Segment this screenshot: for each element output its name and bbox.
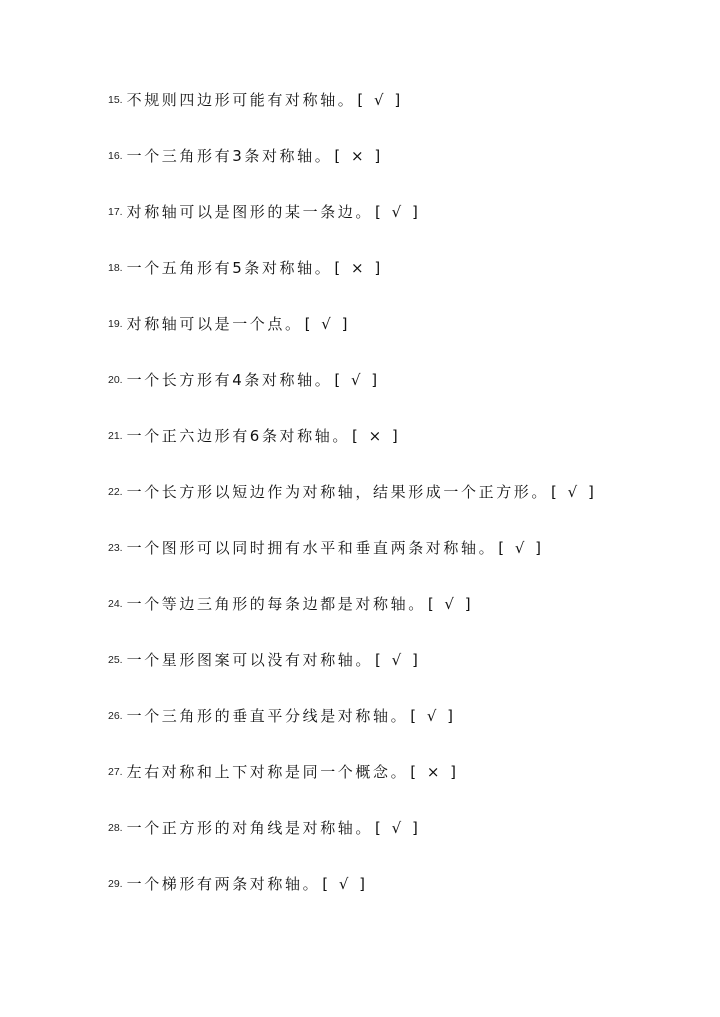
answer-mark: [ √ ] <box>498 539 545 557</box>
list-item <box>108 142 597 170</box>
question-number: 29. <box>108 878 123 890</box>
list-item <box>108 758 597 786</box>
answer-mark: [ √ ] <box>375 819 421 837</box>
list-item <box>108 590 597 618</box>
question-number: 19. <box>108 318 123 330</box>
question-text: 一个星形图案可以没有对称轴。 <box>126 651 374 669</box>
list-item <box>108 478 597 506</box>
answer-mark: [ √ ] <box>410 707 457 725</box>
answer-mark: [ × ] <box>351 427 401 445</box>
question-text: 一个正方形的对角线是对称轴。 <box>126 819 374 837</box>
question-number: 22. <box>108 486 123 498</box>
question-number: 23. <box>108 542 123 554</box>
question-number: 28. <box>108 822 123 834</box>
list-item <box>108 254 597 282</box>
answer-mark: [ √ ] <box>427 595 474 613</box>
list-item <box>108 870 597 898</box>
answer-mark: [ × ] <box>410 763 460 781</box>
question-text: 一个等边三角形的每条边都是对称轴。 <box>126 595 426 613</box>
answer-mark: [ √ ] <box>357 91 404 109</box>
question-number: 20. <box>108 374 123 386</box>
list-item <box>108 702 597 730</box>
question-text: 一个正六边形有6条对称轴。 <box>126 427 350 445</box>
question-number: 21. <box>108 430 123 442</box>
question-text: 一个长方形有4条对称轴。 <box>126 371 333 389</box>
answer-mark: [ √ ] <box>551 483 597 501</box>
list-item <box>108 310 597 338</box>
question-text: 一个图形可以同时拥有水平和垂直两条对称轴。 <box>126 539 497 557</box>
list-item <box>108 366 597 394</box>
list-item <box>108 646 597 674</box>
list-item <box>108 422 597 450</box>
question-number: 25. <box>108 654 123 666</box>
list-item <box>108 534 597 562</box>
question-number: 24. <box>108 598 123 610</box>
question-text: 对称轴可以是图形的某一条边。 <box>126 203 374 221</box>
question-number: 17. <box>108 206 123 218</box>
answer-mark: [ × ] <box>334 259 384 277</box>
question-number: 26. <box>108 710 123 722</box>
answer-mark: [ √ ] <box>322 875 369 893</box>
question-number: 27. <box>108 766 123 778</box>
answer-mark: [ √ ] <box>375 651 421 669</box>
question-number: 15. <box>108 94 123 106</box>
question-list <box>108 86 597 926</box>
question-text: 左右对称和上下对称是同一个概念。 <box>126 763 409 781</box>
question-text: 一个三角形有3条对称轴。 <box>126 147 333 165</box>
question-text: 一个梯形有两条对称轴。 <box>126 875 321 893</box>
question-text: 一个三角形的垂直平分线是对称轴。 <box>126 707 409 725</box>
question-text: 一个五角形有5条对称轴。 <box>126 259 333 277</box>
answer-mark: [ × ] <box>334 147 384 165</box>
question-text: 不规则四边形可能有对称轴。 <box>126 91 356 109</box>
answer-mark: [ √ ] <box>334 371 381 389</box>
question-text: 一个长方形以短边作为对称轴，结果形成一个正方形。 <box>126 483 550 501</box>
question-number: 18. <box>108 262 123 274</box>
answer-mark: [ √ ] <box>375 203 421 221</box>
list-item <box>108 198 597 226</box>
answer-mark: [ √ ] <box>304 315 351 333</box>
question-text: 对称轴可以是一个点。 <box>126 315 303 333</box>
list-item <box>108 86 597 114</box>
list-item <box>108 814 597 842</box>
question-number: 16. <box>108 150 123 162</box>
